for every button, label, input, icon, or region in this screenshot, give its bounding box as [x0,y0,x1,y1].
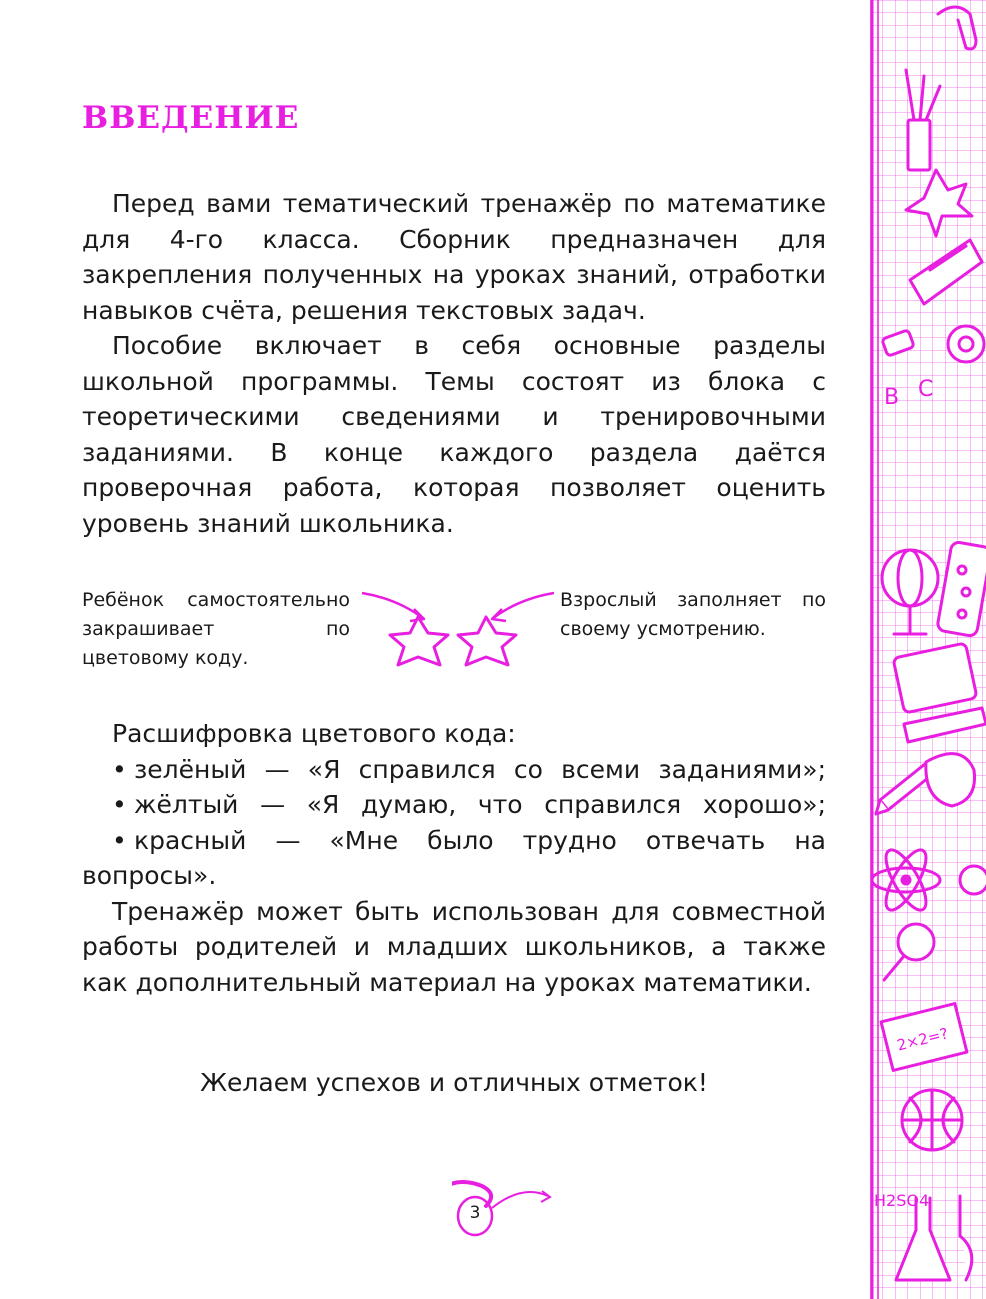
legend-adult-note: Взрослый заполняет по своему усмотрению. [560,589,826,640]
alarm-clock-icon [960,866,986,894]
star-child-icon [390,617,448,665]
color-code-title: Расшифровка цветового кода: [112,719,516,748]
page-number: 3 [469,1203,481,1223]
chem-formula: H2SO4 [874,1191,930,1210]
sidebar-doodles [870,0,986,1299]
chalkboard-formula: 2×2=? [895,1024,951,1055]
intro-text [82,186,826,541]
list-item-text: жёлтый — «Я думаю, что справился хорошо»; [134,790,826,819]
color-code-section [82,716,826,1000]
trainer-usage-paragraph: Тренажёр может быть использован для совместной работы родителей и младших школьников, а также как дополнительный материал на уроках математики. [82,896,826,997]
page-title: ВВЕДЕНИЕ [82,100,300,136]
list-item [82,787,826,823]
intro-paragraph-1: Перед вами тематический тренажёр по математике для 4-го класса. Сборник предназначен для закрепления полученных на уроках знаний, отработки навыков счёта, решения текстовых задач. [82,189,826,325]
star-adult-icon [458,617,516,665]
legend-child-note: Ребёнок самостоятельно закрашивает по цветовому коду. [82,589,350,669]
basketball-icon [902,1090,962,1150]
bullet-icon: • [112,754,127,784]
list-item [82,752,826,788]
letter-b: B [884,385,900,410]
letter-c: C [918,377,934,402]
list-item-tail: вопросы». [82,861,217,890]
intro-paragraph-2: Пособие включает в себя основные разделы школьной программы. Темы состоят из блока с теоретическими сведениями и тренировочными заданиями. В конце каждого раздела даётся проверочная работа, которая позволяет оценить уровень знаний школьника. [82,331,826,538]
list-item-text: красный — «Мне было трудно отвечать на [134,825,826,855]
bullet-icon: • [112,790,127,819]
list-item [82,823,826,859]
tape-icon [948,326,984,362]
closing-wish: Желаем успехов и отличных отметок! [200,1068,708,1097]
bullet-icon: • [112,825,127,855]
self-assessment-stars [358,585,558,680]
list-item-text: зелёный — «Я справился со всеми заданиями»; [134,754,826,784]
arrow-right-icon [492,593,554,619]
arrow-left-icon [362,593,424,619]
